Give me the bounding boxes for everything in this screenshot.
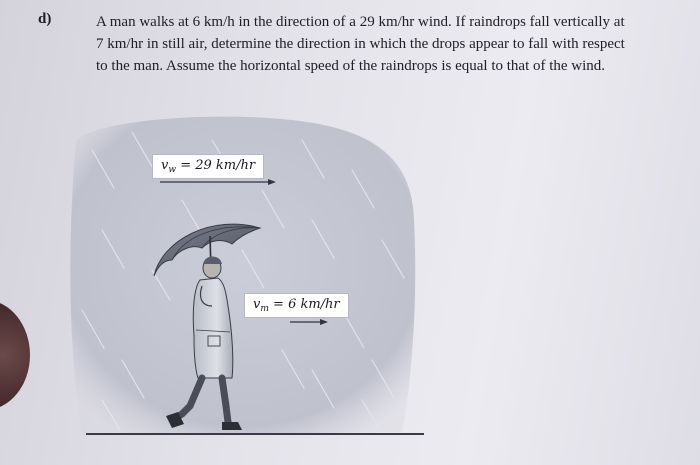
finger-shadow	[0, 300, 30, 410]
question-label: d)	[38, 11, 52, 27]
man-symbol: v	[253, 297, 261, 312]
problem-line-2: 7 km/hr in still air, determine the direction in which the drops appear to fall with respect	[96, 36, 625, 52]
wind-subscript: w	[168, 165, 177, 175]
problem-statement	[96, 11, 676, 77]
man-subscript: m	[260, 304, 269, 314]
problem-line-3: to the man. Assume the horizontal speed of the raindrops is equal to that of the wind.	[96, 58, 606, 74]
wind-value: = 29 km/hr	[176, 158, 256, 173]
man-velocity-label	[244, 293, 349, 318]
man-value: = 6 km/hr	[268, 297, 340, 312]
ground-line	[86, 433, 424, 435]
problem-line-1: A man walks at 6 km/h in the direction of a 29 km/hr wind. If raindrops fall vertically at	[96, 14, 625, 30]
wind-symbol: v	[161, 158, 169, 173]
wind-velocity-label	[152, 154, 264, 179]
rain-figure	[62, 110, 422, 450]
